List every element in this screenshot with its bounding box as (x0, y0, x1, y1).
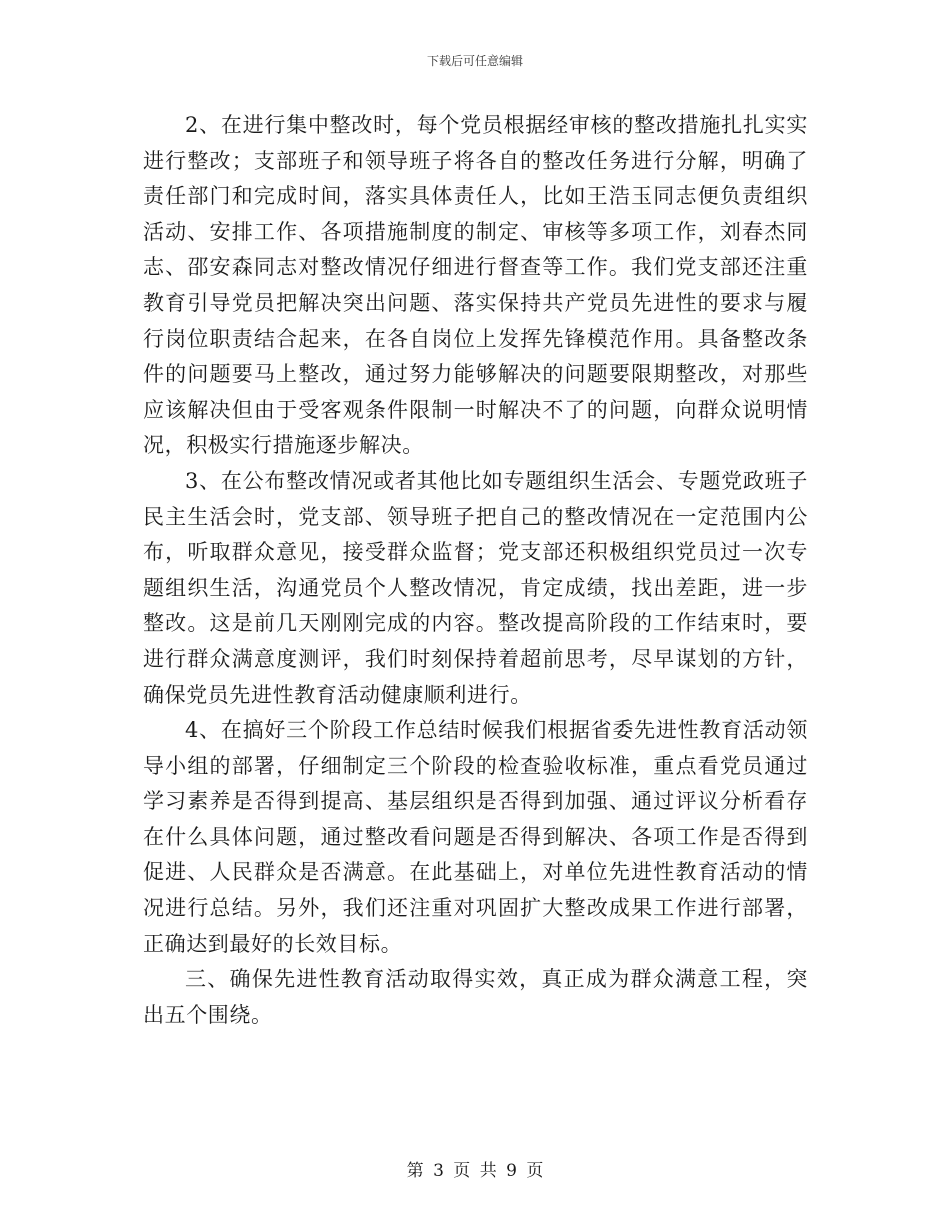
section-heading-paragraph: 三、确保先进性教育活动取得实效，真正成为群众满意工程，突出五个围绕。 (143, 967, 808, 1027)
document-body (143, 108, 808, 1033)
page-number-footer: 第 3 页 共 9 页 (406, 1161, 544, 1181)
paragraph: 3、在公布整改情况或者其他比如专题组织生活会、专题党政班子民主生活会时，党支部、领导班子把自己的整改情况在一定范围内公布，听取群众意见，接受群众监督；党支部还积极组织党员过一次专题组织生活，沟通党员个人整改情况，肯定成绩，找出差距，进一步整改。这是前几天刚刚完成的内容。整改提高阶段的工作结束时，要进行群众满意度测评，我们时刻保持着超前思考，尽早谋划的方针，确保党员先进性教育活动健康顺利进行。 (143, 468, 808, 707)
paragraph: 2、在进行集中整改时，每个党员根据经审核的整改措施扎扎实实进行整改；支部班子和领导班子将各自的整改任务进行分解，明确了责任部门和完成时间，落实具体责任人，比如王浩玉同志便负责组织活动、安排工作、各项措施制度的制定、审核等多项工作，刘春杰同志、邵安森同志对整改情况仔细进行督查等工作。我们党支部还注重教育引导党员把解决突出问题、落实保持共产党员先进性的要求与履行岗位职责结合起来，在各自岗位上发挥先锋模范作用。具备整改条件的问题要马上整改，通过努力能够解决的问题要限期整改，对那些应该解决但由于受客观条件限制一时解决不了的问题，向群众说明情况，积极实行措施逐步解决。 (143, 113, 808, 458)
header-note: 下载后可任意编辑 (426, 54, 523, 68)
paragraph: 4、在搞好三个阶段工作总结时候我们根据省委先进性教育活动领导小组的部署，仔细制定三个阶段的检查验收标准，重点看党员通过学习素养是否得到提高、基层组织是否得到加强、通过评议分析看存在什么具体问题，通过整改看问题是否得到解决、各项工作是否得到促进、人民群众是否满意。在此基础上，对单位先进性教育活动的情况进行总结。另外，我们还注重对巩固扩大整改成果工作进行部署，正确达到最好的长效目标。 (143, 718, 808, 956)
